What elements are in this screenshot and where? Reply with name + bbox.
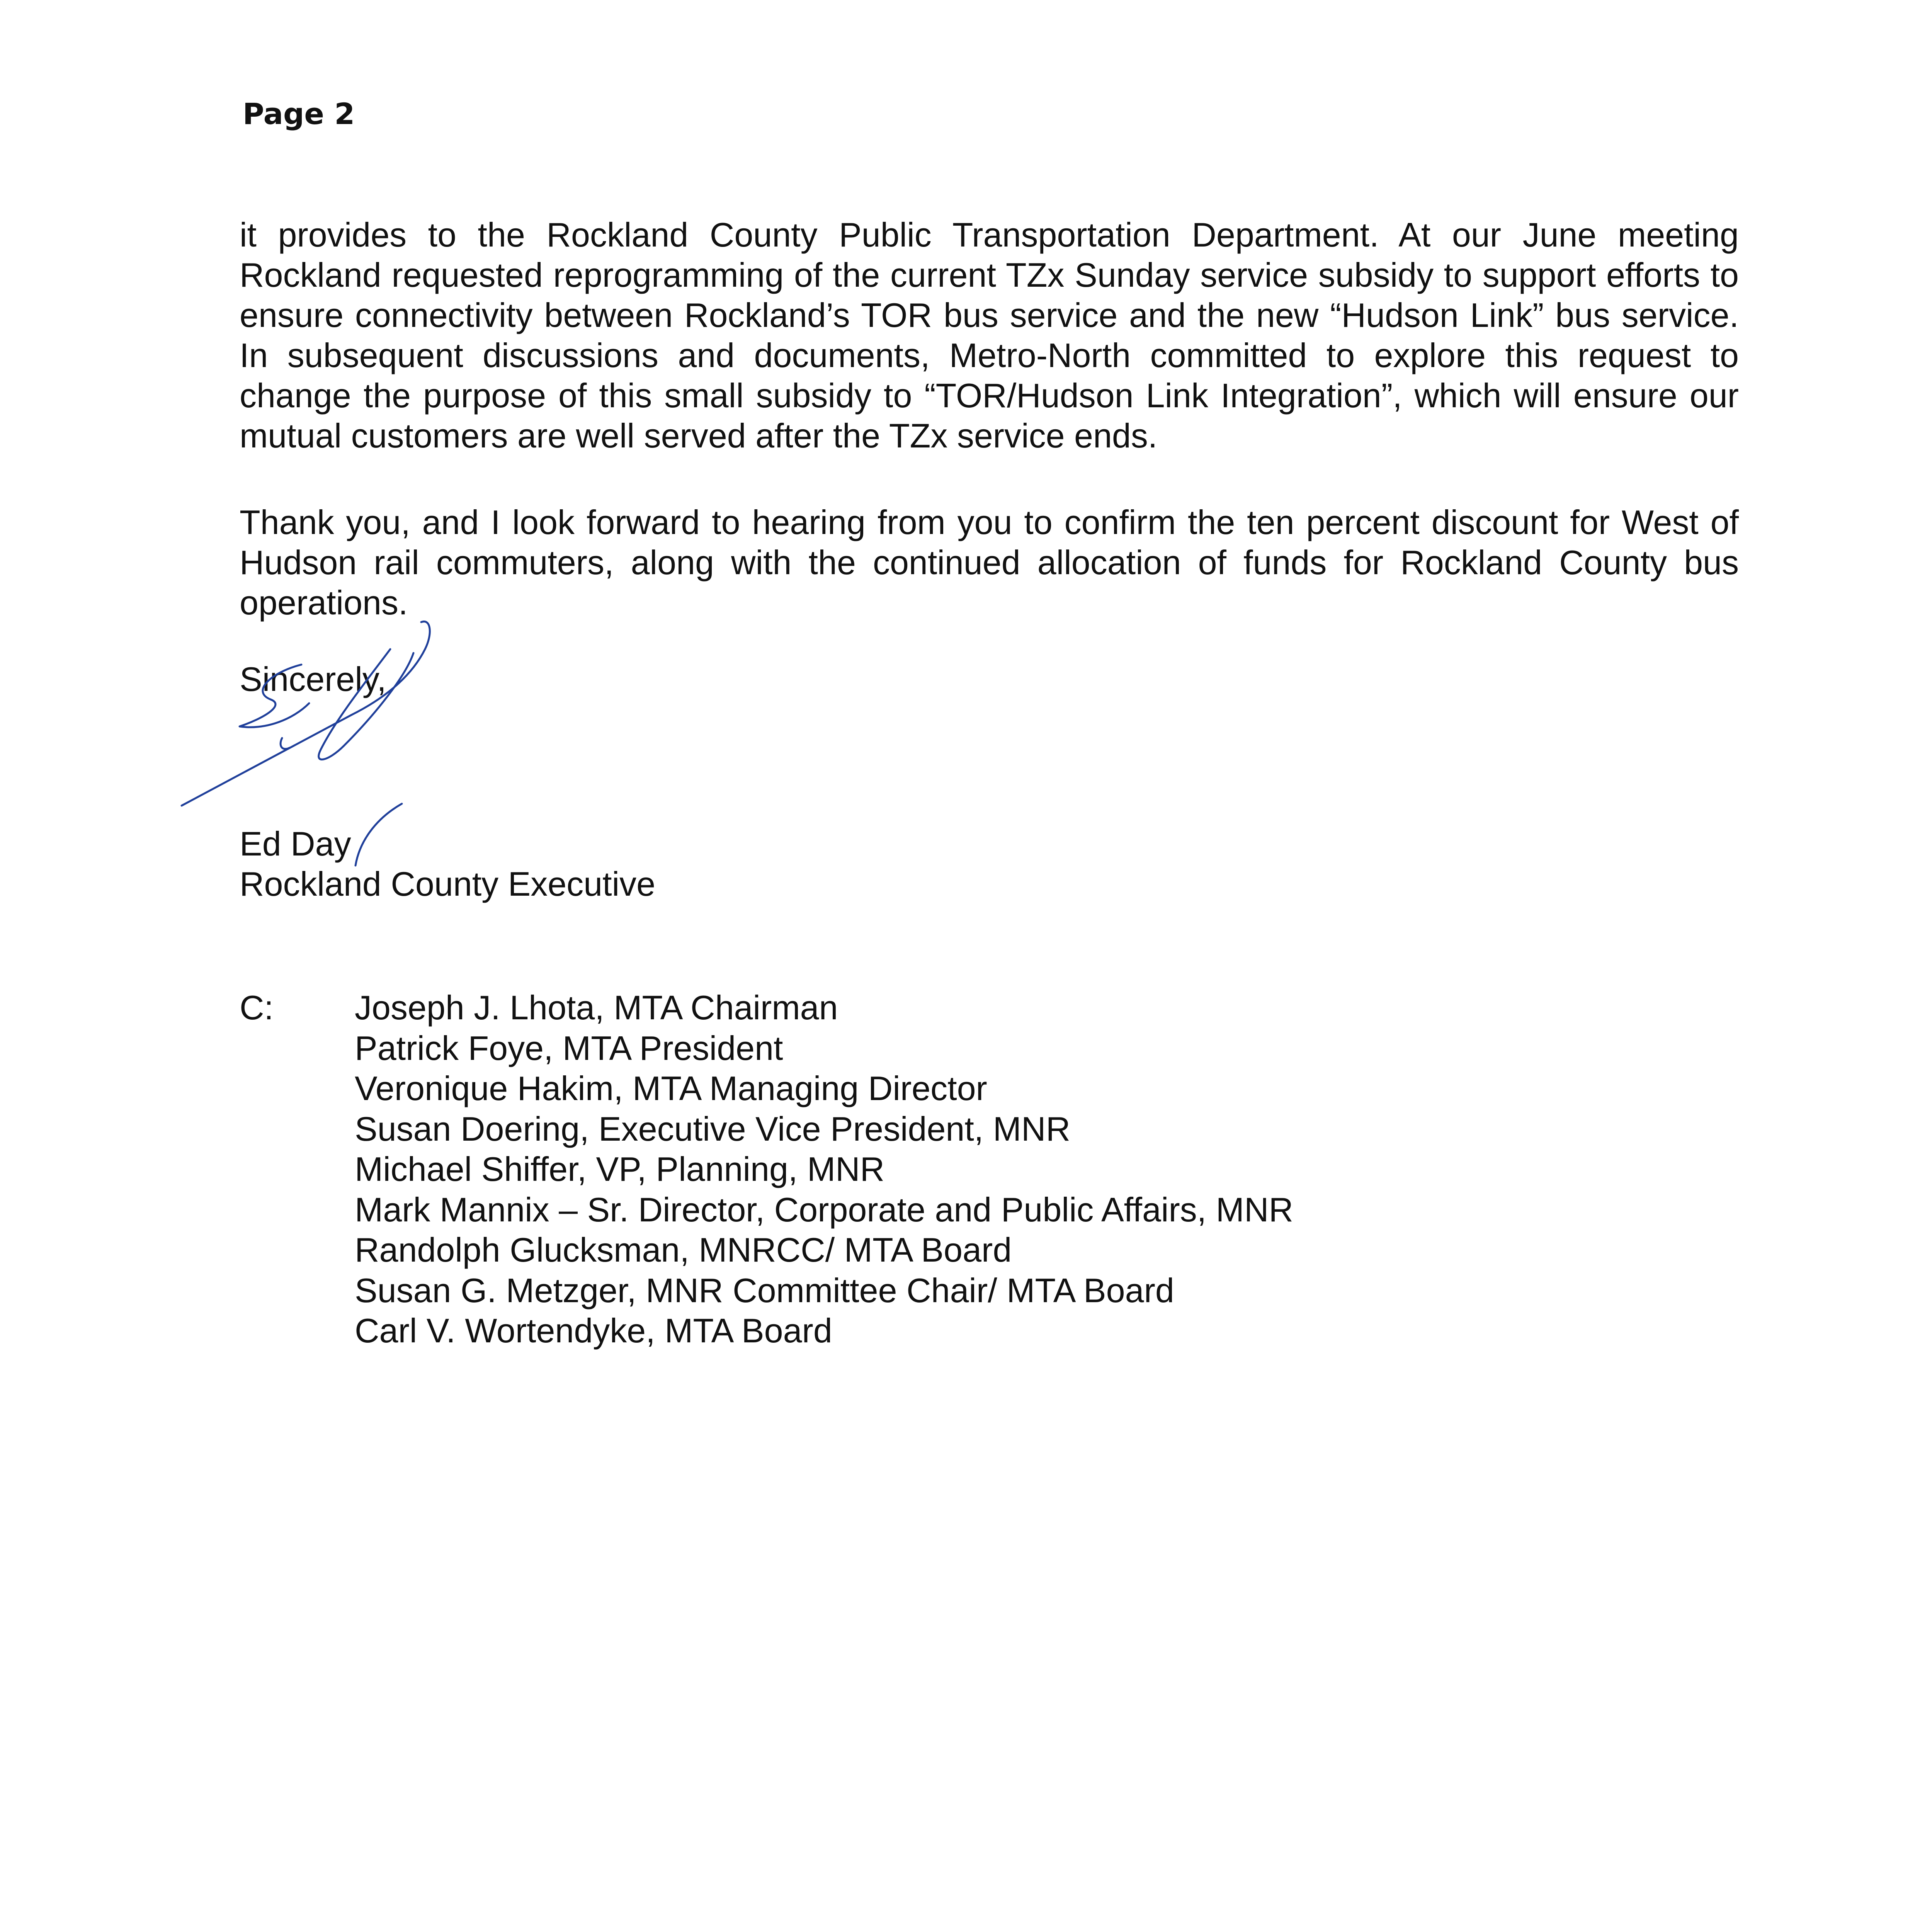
cc-recipient: Susan G. Metzger, MNR Committee Chair/ MTA Board <box>355 1271 1174 1310</box>
page-number-header: Page 2 <box>243 97 355 131</box>
cc-recipient-list <box>355 988 1293 1351</box>
signer-block <box>240 824 655 904</box>
cc-recipient: Patrick Foye, MTA President <box>355 1029 783 1067</box>
cc-recipient: Randolph Glucksman, MNRCC/ MTA Board <box>355 1231 1012 1269</box>
cc-label: C: <box>240 988 274 1027</box>
signer-title: Rockland County Executive <box>240 865 656 903</box>
cc-recipient: Carl V. Wortendyke, MTA Board <box>355 1311 832 1350</box>
signer-name: Ed Day <box>240 825 351 863</box>
closing-salutation: Sincerely, <box>240 660 386 698</box>
cc-recipient: Joseph J. Lhota, MTA Chairman <box>355 988 838 1027</box>
cc-recipient: Michael Shiffer, VP, Planning, MNR <box>355 1150 885 1188</box>
cc-recipient: Mark Mannix – Sr. Director, Corporate and Public Affairs, MNR <box>355 1190 1294 1229</box>
cc-recipient: Veronique Hakim, MTA Managing Director <box>355 1069 987 1107</box>
body-paragraph-1: it provides to the Rockland County Public Transportation Department. At our June meeting Rockland requested reprogramming of the current TZx Sunday service subsidy to support efforts to ensure connectivity between Rockland’s TOR bus service and the new “Hudson Link” bus service. In subsequent discussions and documents, Metro-North committed to explore this request to change the purpose of this small subsidy to “TOR/Hudson Link Integration”, which will ensure our mutual customers are well served after the TZx service ends. <box>240 216 1739 455</box>
body-paragraph-2: Thank you, and I look forward to hearing from you to confirm the ten percent discount for West of Hudson rail commuters, along with the continued allocation of funds for Rockland County bus operations. <box>240 503 1739 622</box>
cc-recipient: Susan Doering, Executive Vice President, MNR <box>355 1109 1071 1148</box>
